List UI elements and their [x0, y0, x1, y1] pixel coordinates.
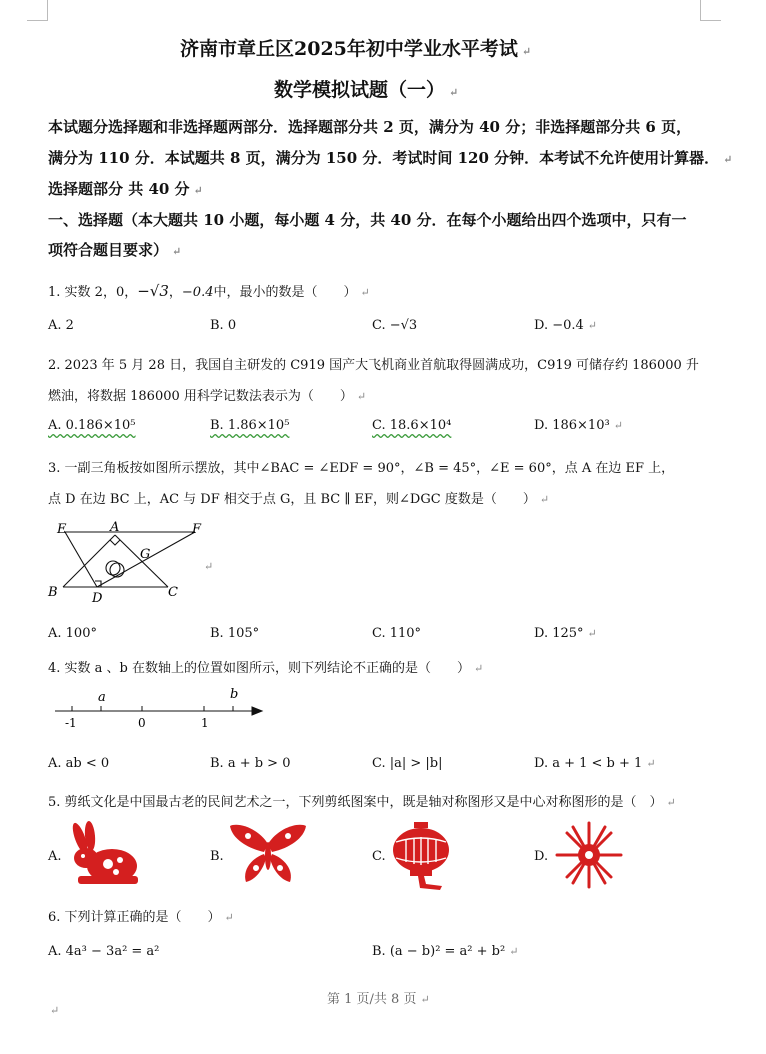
label-a: A — [110, 520, 120, 535]
q6-option-a[interactable]: A. 4a³ − 3a² = a² — [48, 944, 160, 959]
crop-mark-top-left — [27, 0, 48, 21]
q5-option-c[interactable]: C. — [372, 849, 386, 864]
snowflake-papercut-icon[interactable] — [554, 820, 624, 890]
q5-option-d[interactable]: D. — [534, 849, 549, 864]
q4-option-c[interactable]: C. |a| > |b| — [372, 756, 443, 771]
q1-option-b[interactable]: B. 0 — [210, 318, 237, 333]
butterfly-papercut-icon[interactable] — [228, 822, 308, 886]
q3-option-a[interactable]: A. 100° — [48, 626, 97, 641]
label-d: D — [92, 591, 103, 606]
question-2-line-2: 燃油，将数据 186000 用科学记数法表示为（ ） ↵ — [48, 389, 367, 404]
q3-option-c[interactable]: C. 110° — [372, 626, 422, 641]
q4-option-d[interactable]: D. a + 1 < b + 1 ↵ — [534, 756, 656, 771]
section-heading-line-1: 一、选择题（本大题共 10 小题，每小题 4 分，共 40 分．在每个小题给出四个选项中，只有一 — [48, 211, 687, 229]
q1-option-a[interactable]: A. 2 — [48, 318, 74, 333]
q3-option-b[interactable]: B. 105° — [210, 626, 260, 641]
number-line-figure — [50, 686, 280, 734]
end-paragraph-mark: ↵ — [50, 1004, 60, 1017]
point-a-label: a — [98, 690, 106, 705]
question-6-stem: 6. 下列计算正确的是（ ） ↵ — [48, 910, 234, 925]
q1-option-d[interactable]: D. −0.4 ↵ — [534, 318, 598, 333]
q5-option-a[interactable]: A. — [48, 849, 62, 864]
paragraph-mark: ↵ — [204, 560, 214, 573]
question-2-line-1: 2. 2023 年 5 月 28 日，我国自主研发的 C919 国产大飞机商业首航取得圆满成功，C919 可储存约 186000 升 — [48, 358, 699, 373]
intro-line-3: 选择题部分 共 40 分 ↵ — [48, 180, 203, 198]
q1-option-c[interactable]: C. −√3 — [372, 318, 418, 333]
q2-option-d[interactable]: D. 186×10³ ↵ — [534, 418, 623, 433]
q2-option-c[interactable]: C. 18.6×10⁴ — [372, 418, 452, 433]
label-b: B — [48, 585, 58, 600]
question-1-stem: 1. 实数 2，0，−√3，−0.4中，最小的数是（ ） ↵ — [48, 282, 370, 300]
page-footer: 第 1 页/共 8 页 ↵ — [327, 992, 430, 1007]
q2-option-a[interactable]: A. 0.186×10⁵ — [48, 418, 136, 433]
triangle-figure — [45, 518, 215, 608]
section-heading-line-2: 项符合题目要求） ↵ — [48, 241, 182, 259]
label-g: G — [140, 547, 151, 562]
intro-line-2: 满分为 110 分．本试题共 8 页，满分为 150 分．考试时间 120 分钟．本考试不允许使用计算器． ↵ — [48, 149, 733, 167]
tick-0: 0 — [138, 716, 146, 730]
exam-title: 济南市章丘区2025年初中学业水平考试 ↵ — [180, 38, 532, 60]
question-5-stem: 5. 剪纸文化是中国最古老的民间艺术之一，下列剪纸图案中，既是轴对称图形又是中心对称图形的是（ ） ↵ — [48, 795, 676, 810]
tick-minus-1: -1 — [65, 716, 77, 730]
exam-subtitle: 数学模拟试题（一） ↵ — [274, 79, 459, 101]
q4-option-b[interactable]: B. a + b > 0 — [210, 756, 291, 771]
lantern-papercut-icon[interactable] — [390, 820, 452, 890]
q5-option-b[interactable]: B. — [210, 849, 224, 864]
crop-mark-top-right — [700, 0, 721, 21]
q3-option-d[interactable]: D. 125° ↵ — [534, 626, 597, 641]
question-3-line-2: 点 D 在边 BC 上，AC 与 DF 相交于点 G，且 BC ∥ EF，则∠DGC 度数是（ ） ↵ — [48, 492, 550, 507]
tick-1: 1 — [201, 716, 209, 730]
question-3-line-1: 3. 一副三角板按如图所示摆放，其中∠BAC = ∠EDF = 90°，∠B = 45°，∠E = 60°，点 A 在边 EF 上， — [48, 461, 675, 476]
q6-option-b[interactable]: B. (a − b)² = a² + b² ↵ — [372, 944, 519, 959]
intro-line-1: 本试题分选择题和非选择题两部分．选择题部分共 2 页，满分为 40 分；非选择题部分共 6 页， — [48, 118, 692, 136]
q2-option-b[interactable]: B. 1.86×10⁵ — [210, 418, 290, 433]
rabbit-papercut-icon[interactable] — [66, 820, 142, 890]
label-f: F — [192, 522, 202, 537]
label-c: C — [168, 585, 178, 600]
label-e: E — [57, 522, 67, 537]
point-b-label: b — [230, 687, 239, 702]
question-4-stem: 4. 实数 a 、b 在数轴上的位置如图所示，则下列结论不正确的是（ ） ↵ — [48, 661, 484, 676]
q4-option-a[interactable]: A. ab < 0 — [48, 756, 110, 771]
